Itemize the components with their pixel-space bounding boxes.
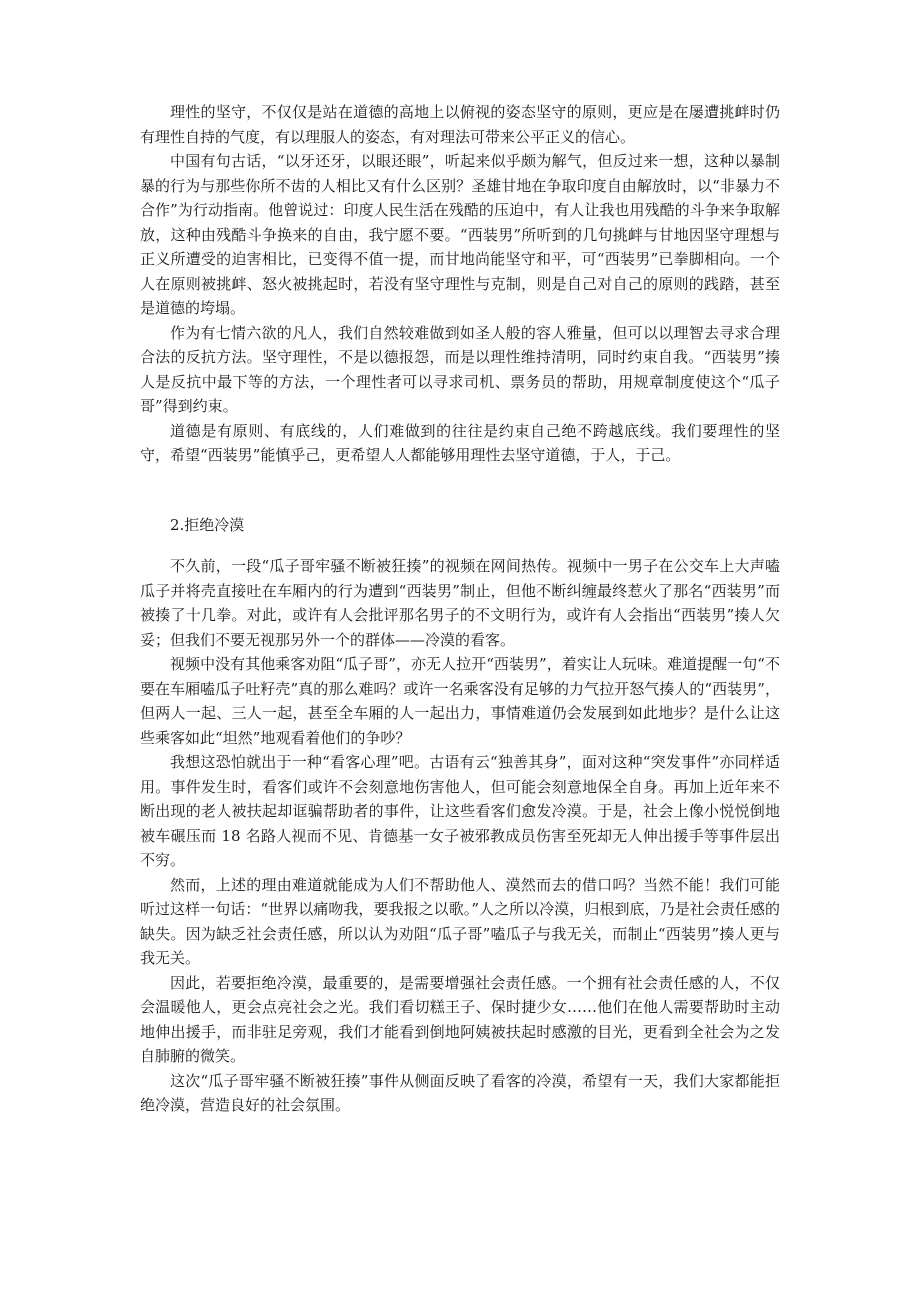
paragraph: 不久前，一段“瓜子哥牢骚不断被狂揍”的视频在网间热传。视频中一男子在公交车上大声嗑瓜子并将壳直接吐在车厢内的行为遭到“西装男”制止，但他不断纠缠最终惹火了那名“西装男”而被揍了十几拳。对此，或许有人会批评那名男子的不文明行为，或许有人会指出“西装男”揍人欠妥；但我们不要无视那另外一个的群体——冷漠的看客。 bbox=[140, 557, 780, 649]
document-page bbox=[140, 100, 780, 1118]
paragraph: 作为有七情六欲的凡人，我们自然较难做到如圣人般的容人雅量，但可以以理智去寻求合理合法的反抗方法。坚守理性，不是以德报怨，而是以理性维持清明，同时约束自我。“西装男”揍人是反抗中最下等的方法，一个理性者可以寻求司机、票务员的帮助，用规章制度使这个“瓜子哥”得到约束。 bbox=[140, 323, 780, 415]
paragraph: 这次“瓜子哥牢骚不断被狂揍”事件从侧面反映了看客的冷漠，希望有一天，我们大家都能拒绝冷漠，营造良好的社会氛围。 bbox=[140, 1071, 780, 1114]
paragraph: 道德是有原则、有底线的，人们难做到的往往是约束自己绝不跨越底线。我们要理性的坚守，希望“西装男”能慎乎己，更希望人人都能够用理性去坚守道德，于人，于己。 bbox=[140, 421, 780, 464]
paragraph: 中国有句古话，“以牙还牙，以眼还眼”，听起来似乎颇为解气，但反过来一想，这种以暴制暴的行为与那些你所不齿的人相比又有什么区别？圣雄甘地在争取印度自由解放时，以“非暴力不合作”为行动指南。他曾说过：印度人民生活在残酷的压迫中，有人让我也用残酷的斗争来争取解放，这种由残酷斗争换来的自由，我宁愿不要。“西装男”所听到的几句挑衅与甘地因坚守理想与正义所遭受的迫害相比，已变得不值一提，而甘地尚能坚守和平，可“西装男”已拳脚相向。一个人在原则被挑衅、怒火被挑起时，若没有坚守理性与克制，则是自己对自己的原则的践踏，甚至是道德的垮塌。 bbox=[140, 152, 780, 317]
paragraph: 我想这恐怕就出于一种“看客心理”吧。古语有云“独善其身”，面对这种“突发事件”亦同样适用。事件发生时，看客们或许不会刻意地伤害他人，但可能会刻意地保全自身。再加上近年来不断出现的老人被扶起却诓骗帮助者的事件，让这些看客们愈发冷漠。于是，社会上像小悦悦倒地被车碾压而 18 名路人视而不见、肯德基一女子被邪教成员伤害至死却无人伸出援手等事件层出不穷。 bbox=[140, 753, 780, 869]
section-heading: 2.拒绝冷漠 bbox=[170, 515, 245, 534]
paragraph: 然而，上述的理由难道就能成为人们不帮助他人、漠然而去的借口吗？当然不能！我们可能听过这样一句话：“世界以痛吻我，要我报之以歌。”人之所以冷漠，归根到底，乃是社会责任感的缺失。因为缺乏社会责任感，所以认为劝阻“瓜子哥”嗑瓜子与我无关，而制止“西装男”揍人更与我无关。 bbox=[140, 875, 780, 967]
paragraph: 因此，若要拒绝冷漠，最重要的，是需要增强社会责任感。一个拥有社会责任感的人，不仅会温暖他人，更会点亮社会之光。我们看切糕王子、保时捷少女……他们在他人需要帮助时主动地伸出援手，而非驻足旁观，我们才能看到倒地阿姨被扶起时感激的目光，更看到全社会为之发自肺腑的微笑。 bbox=[140, 973, 780, 1065]
paragraph: 理性的坚守，不仅仅是站在道德的高地上以俯视的姿态坚守的原则，更应是在屡遭挑衅时仍有理性自持的气度，有以理服人的姿态，有对理法可带来公平正义的信心。 bbox=[140, 103, 780, 146]
paragraph: 视频中没有其他乘客劝阻“瓜子哥”，亦无人拉开“西装男”，着实让人玩味。难道提醒一句“不要在车厢嗑瓜子吐籽壳”真的那么难吗？或许一名乘客没有足够的力气拉开怒气揍人的“西装男”，但两人一起、三人一起，甚至全车厢的人一起出力，事情难道仍会发展到如此地步？是什么让这些乘客如此“坦然”地观看着他们的争吵？ bbox=[140, 655, 780, 747]
